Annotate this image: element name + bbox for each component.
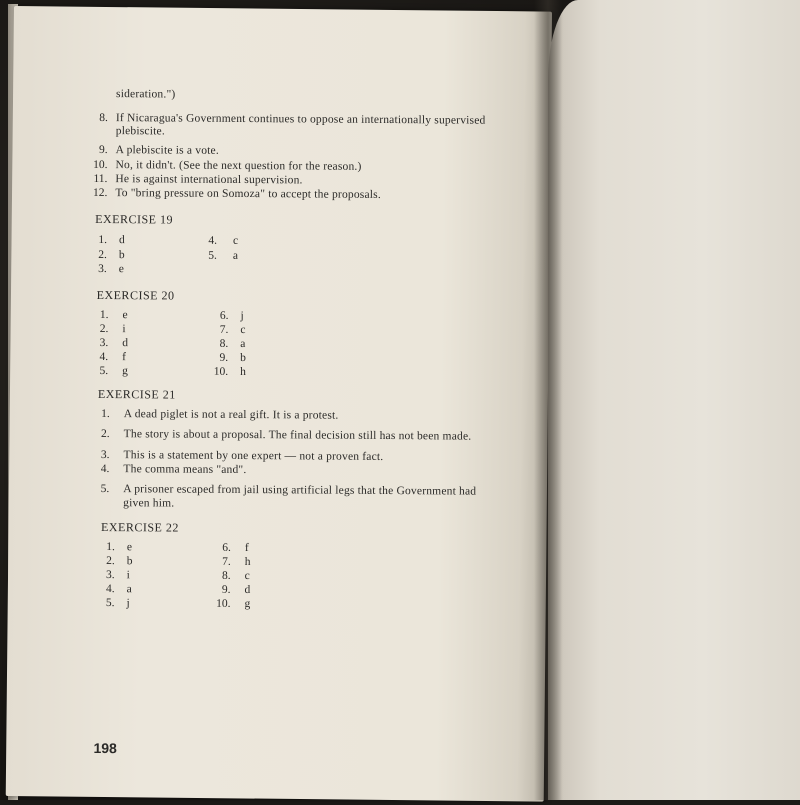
answer-letter: f bbox=[244, 542, 249, 555]
answer-text: given him. bbox=[123, 497, 175, 510]
item-number: 2. bbox=[101, 428, 110, 441]
answer-text: If Nicaragua's Government continues to oppose an internationally supervised bbox=[115, 112, 486, 127]
answer-letter: a bbox=[126, 583, 132, 596]
answer-letter: c bbox=[244, 570, 250, 583]
answer-letter: d bbox=[122, 337, 129, 350]
answer-letter: i bbox=[126, 569, 130, 582]
exercise-heading: EXERCISE 19 bbox=[95, 211, 174, 227]
item-number: 1. bbox=[98, 233, 108, 247]
item-number: 9. bbox=[221, 583, 231, 596]
answer-text: The comma means "and". bbox=[123, 463, 247, 477]
answer-text: A dead piglet is not a real gift. It is a protest. bbox=[123, 408, 339, 422]
answer-text: He is against international supervision. bbox=[115, 173, 303, 187]
item-number: 1. bbox=[101, 408, 110, 421]
answer-letter: i bbox=[122, 323, 126, 336]
answer-letter: h bbox=[240, 365, 246, 379]
answer-letter: f bbox=[122, 351, 127, 364]
item-number: 6. bbox=[222, 541, 231, 554]
answer-text: A prisoner escaped from jail using artificial legs that the Government had bbox=[123, 483, 477, 498]
item-number: 2. bbox=[99, 323, 109, 336]
item-number: 1. bbox=[106, 541, 115, 554]
item-number: 8. bbox=[99, 111, 108, 125]
answer-letter: e bbox=[122, 309, 128, 322]
answer-letter: b bbox=[126, 555, 133, 568]
exercise-heading: EXERCISE 22 bbox=[100, 520, 179, 535]
continued-line: sideration.") bbox=[115, 88, 176, 101]
item-number: 8. bbox=[219, 337, 229, 350]
answer-letter: j bbox=[240, 309, 244, 323]
answer-letter: d bbox=[118, 234, 125, 247]
item-number: 5. bbox=[208, 249, 217, 262]
item-number: 6. bbox=[219, 309, 229, 322]
item-number: 1. bbox=[99, 309, 109, 322]
item-number: 2. bbox=[106, 555, 115, 568]
item-number: 10. bbox=[213, 365, 229, 378]
item-number: 10. bbox=[93, 158, 108, 172]
exercise-heading: EXERCISE 20 bbox=[96, 287, 175, 303]
answer-text: No, it didn't. (See the next question for the reason.) bbox=[115, 159, 362, 173]
item-number: 3. bbox=[98, 262, 107, 276]
item-number: 4. bbox=[208, 234, 218, 247]
exercise-heading: EXERCISE 21 bbox=[97, 386, 176, 402]
answer-letter: b bbox=[240, 351, 246, 365]
item-number: 5. bbox=[100, 483, 110, 496]
item-number: 9. bbox=[98, 143, 108, 157]
answer-letter: e bbox=[118, 263, 124, 276]
item-number: 11. bbox=[93, 172, 108, 186]
answer-letter: h bbox=[244, 556, 251, 569]
item-number: 5. bbox=[105, 597, 115, 610]
item-number: 3. bbox=[106, 569, 115, 582]
item-number: 12. bbox=[92, 186, 108, 200]
item-number: 4. bbox=[105, 583, 115, 596]
item-number: 10. bbox=[216, 597, 231, 610]
item-number: 3. bbox=[99, 337, 109, 350]
answer-letter: b bbox=[118, 249, 125, 262]
item-number: 5. bbox=[99, 365, 109, 378]
answer-text: The story is about a proposal. The final decision still has not been made. bbox=[123, 428, 472, 443]
answer-letter: a bbox=[232, 249, 239, 262]
page-number: 198 bbox=[93, 739, 117, 757]
answer-text: A plebiscite is a vote. bbox=[115, 144, 219, 157]
item-number: 9. bbox=[219, 351, 229, 364]
item-number: 8. bbox=[222, 569, 231, 582]
answer-letter: e bbox=[126, 541, 133, 554]
item-number: 3. bbox=[100, 449, 110, 462]
item-number: 7. bbox=[219, 323, 229, 336]
item-number: 2. bbox=[98, 248, 107, 262]
answer-letter: a bbox=[240, 337, 246, 351]
answer-text: This is a statement by one expert — not a proven fact. bbox=[123, 449, 384, 463]
answer-letter: c bbox=[240, 323, 246, 337]
answer-letter: j bbox=[126, 597, 130, 610]
answer-letter: d bbox=[244, 584, 251, 597]
item-number: 4. bbox=[100, 463, 110, 476]
answer-letter: g bbox=[122, 365, 128, 378]
answer-text: To "bring pressure on Somoza" to accept the proposals. bbox=[115, 187, 382, 201]
answer-letter: g bbox=[244, 598, 251, 611]
item-number: 4. bbox=[99, 351, 109, 364]
answer-text: plebiscite. bbox=[115, 125, 165, 138]
answer-letter: c bbox=[232, 234, 239, 247]
item-number: 7. bbox=[222, 555, 231, 568]
